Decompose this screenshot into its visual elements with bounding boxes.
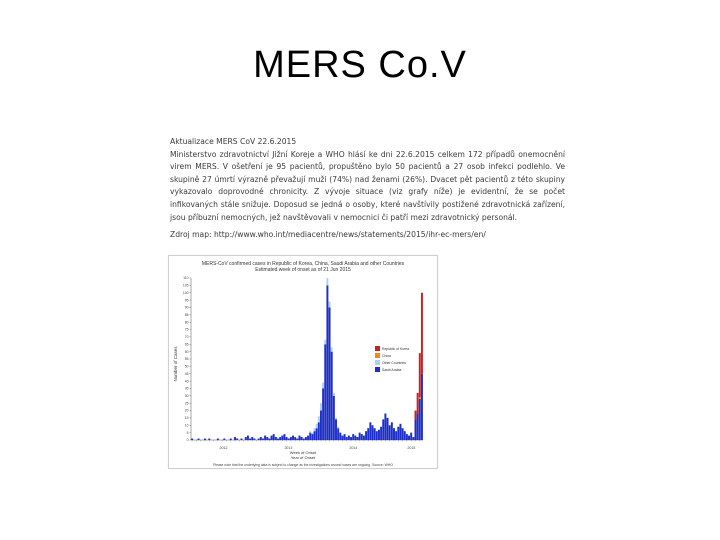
bar-segment xyxy=(387,418,389,440)
bar-segment xyxy=(324,344,326,440)
epidemic-curve-figure xyxy=(168,255,438,469)
bar-segment xyxy=(412,437,414,440)
bar-segment xyxy=(316,424,318,428)
bar-segment xyxy=(329,307,331,440)
bar-segment xyxy=(393,428,395,440)
legend-label: China xyxy=(382,354,391,358)
bar-segment xyxy=(303,439,305,440)
bar-segment xyxy=(324,340,326,344)
bar-segment xyxy=(249,439,251,440)
bar-segment xyxy=(365,431,367,440)
y-tick-label: 80 xyxy=(184,320,189,325)
year-label: 2013 xyxy=(284,446,293,450)
bar-segment xyxy=(307,436,309,440)
y-tick-label: 5 xyxy=(186,430,189,435)
y-tick-label: 100 xyxy=(182,290,189,295)
bar-segment xyxy=(311,433,313,434)
bar-segment xyxy=(296,439,298,440)
bar-segment xyxy=(204,439,206,440)
legend-label: Saudi Arabia xyxy=(382,368,402,372)
bar-segment xyxy=(322,388,324,440)
chart-title: MERS-CoV confirmed cases in Republic of Korea, China, Saudi Arabia and other Countries xyxy=(201,261,405,267)
bar-segment xyxy=(367,428,369,440)
bar-segment xyxy=(333,393,335,396)
bar-segment xyxy=(320,411,322,440)
bar-segment xyxy=(264,436,266,440)
bar-segment xyxy=(245,437,247,440)
bar-segment xyxy=(253,439,255,440)
legend-label: Republic of Korea xyxy=(382,347,409,351)
bar-segment xyxy=(354,436,356,440)
update-text-block xyxy=(170,136,565,242)
bar-segment xyxy=(341,436,343,440)
y-tick-label: 35 xyxy=(184,386,189,391)
y-tick-label: 110 xyxy=(183,276,189,281)
bar-segment xyxy=(322,383,324,389)
bar-segment xyxy=(346,437,348,440)
y-tick-label: 15 xyxy=(184,416,189,421)
year-label: 2012 xyxy=(219,446,228,450)
bar-segment xyxy=(337,428,339,440)
bar-segment xyxy=(294,437,296,440)
bar-segment xyxy=(247,436,249,440)
bar-segment xyxy=(374,428,376,440)
bar-segment xyxy=(329,302,331,308)
bar-segment xyxy=(395,431,397,440)
bar-segment xyxy=(404,431,406,440)
bar-segment xyxy=(217,439,219,440)
bar-segment xyxy=(369,422,371,440)
bar-segment xyxy=(363,436,365,440)
bar-segment xyxy=(339,433,341,440)
bar-segment xyxy=(305,437,307,440)
bar-segment xyxy=(406,434,408,440)
bar-segment xyxy=(223,439,225,440)
year-label: 2015 xyxy=(407,446,416,450)
bar-segment xyxy=(266,437,268,440)
bar-segment xyxy=(198,439,200,440)
update-heading: Aktualizace MERS CoV 22.6.2015 xyxy=(170,137,297,146)
bar-segment xyxy=(337,427,339,428)
bar-segment xyxy=(281,436,283,440)
bar-segment xyxy=(348,436,350,440)
y-tick-label: 40 xyxy=(184,379,189,384)
bar-segment xyxy=(236,439,238,440)
bar-segment xyxy=(335,418,337,419)
y-tick-label: 30 xyxy=(184,394,189,399)
bar-segment xyxy=(320,403,322,410)
bar-segment xyxy=(279,437,281,440)
bar-segment xyxy=(417,393,419,414)
bar-segment xyxy=(402,428,404,440)
year-label: 2014 xyxy=(349,446,358,450)
bar-segment xyxy=(397,427,399,440)
epidemic-curve-chart xyxy=(169,256,437,468)
bar-segment xyxy=(290,437,292,440)
bar-segment xyxy=(382,419,384,440)
y-tick-label: 90 xyxy=(184,305,189,310)
chart-subtitle: Estimated week of onset as of 21 Jun 2015 xyxy=(255,267,351,273)
bar-segment xyxy=(326,285,328,440)
bar-segment xyxy=(309,433,311,440)
bar-segment xyxy=(410,433,412,440)
bar-segment xyxy=(314,431,316,440)
bar-segment xyxy=(331,347,333,351)
bar-segment xyxy=(286,437,288,440)
bar-segment xyxy=(391,422,393,440)
update-paragraph: Ministerstvo zdravotnictví Jižní Koreje a WHO hlásí ke dni 22.6.2015 celkem 172 případů onemocnění virem MERS. V ošetření je 95 pacientů, propuštěno bylo 50 pacientů a 27 osob infekci podlehlo. Ve skupině 27 úmrtí výrazně převažují muži (74%) nad ženami (26%). Dvacet pět pacientů z této skupiny vykazovalo doprovodné chronicity. Z vývoje situace (viz grafy níže) je evidentní, že se počet infikovaných stále snižuje. Doposud se jedná o osoby, které navštívily postižené zdravotnická zařízení, jsou příbuzní nemocných, jež navštěvovali v nemocnici či patří mezi zdravotnický personál. xyxy=(170,149,565,222)
bar-segment xyxy=(408,436,410,440)
slide-title: MERS Co.V xyxy=(253,44,467,86)
legend-swatch xyxy=(375,353,380,358)
bar-segment xyxy=(350,437,352,440)
bar-segment xyxy=(376,431,378,440)
legend-label: Other Countries xyxy=(382,361,406,365)
bar-segment xyxy=(380,427,382,440)
bar-segment xyxy=(384,413,386,440)
y-tick-label: 85 xyxy=(184,313,189,318)
bar-segment xyxy=(335,419,337,440)
bar-segment xyxy=(234,437,236,440)
y-tick-label: 10 xyxy=(184,423,189,428)
bar-segment xyxy=(230,439,232,440)
y-tick-label: 65 xyxy=(184,342,189,347)
legend-swatch xyxy=(375,346,380,351)
bar-segment xyxy=(318,416,320,422)
bar-segment xyxy=(292,436,294,440)
bar-segment xyxy=(251,437,253,440)
legend-swatch xyxy=(375,360,380,365)
y-tick-label: 0 xyxy=(186,438,189,443)
bar-segment xyxy=(208,439,210,440)
bar-segment xyxy=(359,433,361,440)
bar-segment xyxy=(389,425,391,440)
bar-segment xyxy=(344,434,346,440)
chart-footnote: Please note that the underlying data is subject to change as the investigations around cases are ongoing. Source: WHO xyxy=(213,463,393,467)
bar-segment xyxy=(419,399,421,440)
bar-segment xyxy=(241,439,243,440)
bar-segment xyxy=(378,430,380,440)
y-tick-label: 20 xyxy=(184,408,189,413)
bar-segment xyxy=(415,419,417,440)
bar-segment xyxy=(275,437,277,440)
bar-segment xyxy=(419,353,421,397)
y-tick-label: 95 xyxy=(184,298,189,303)
bar-segment xyxy=(352,434,354,440)
bar-segment xyxy=(318,422,320,440)
bar-segment xyxy=(299,436,301,440)
bar-segment xyxy=(268,439,270,440)
y-tick-label: 25 xyxy=(184,401,189,406)
bar-segment xyxy=(301,437,303,440)
chart-x-axis-label: Week of Onset xyxy=(289,450,317,455)
bar-segment xyxy=(277,439,279,440)
y-tick-label: 55 xyxy=(184,357,189,362)
y-tick-label: 105 xyxy=(182,283,189,288)
bar-segment xyxy=(419,397,421,398)
bar-segment xyxy=(417,413,419,440)
bar-segment xyxy=(271,436,273,440)
bar-segment xyxy=(314,428,316,431)
bar-segment xyxy=(316,428,318,440)
y-tick-label: 45 xyxy=(184,371,189,376)
legend-swatch xyxy=(375,367,380,372)
bar-segment xyxy=(191,439,193,440)
y-tick-label: 50 xyxy=(184,364,189,369)
bar-segment xyxy=(288,439,290,440)
bar-segment xyxy=(415,411,417,420)
bar-segment xyxy=(326,278,328,285)
source-link[interactable]: Zdroj map: http://www.who.int/mediacentre/news/statements/2015/ihr-ec-mers/en/ xyxy=(170,230,486,240)
bar-segment xyxy=(421,374,423,440)
bar-segment xyxy=(311,434,313,440)
y-tick-label: 60 xyxy=(184,349,189,354)
bar-segment xyxy=(262,439,264,440)
bar-segment xyxy=(333,396,335,440)
chart-y-axis-label: Number of Cases xyxy=(173,346,178,382)
y-tick-label: 70 xyxy=(184,335,189,340)
bar-segment xyxy=(273,434,275,440)
bar-segment xyxy=(309,431,311,432)
chart-x-axis-label-year: Year of Onset xyxy=(290,455,316,460)
bar-segment xyxy=(260,437,262,440)
y-tick-label: 75 xyxy=(184,327,189,332)
bar-segment xyxy=(399,424,401,440)
bar-segment xyxy=(372,425,374,440)
bar-segment xyxy=(361,434,363,440)
bar-segment xyxy=(258,439,260,440)
bar-segment xyxy=(421,293,423,374)
bar-segment xyxy=(331,352,333,440)
bar-segment xyxy=(357,437,359,440)
bar-segment xyxy=(283,434,285,440)
